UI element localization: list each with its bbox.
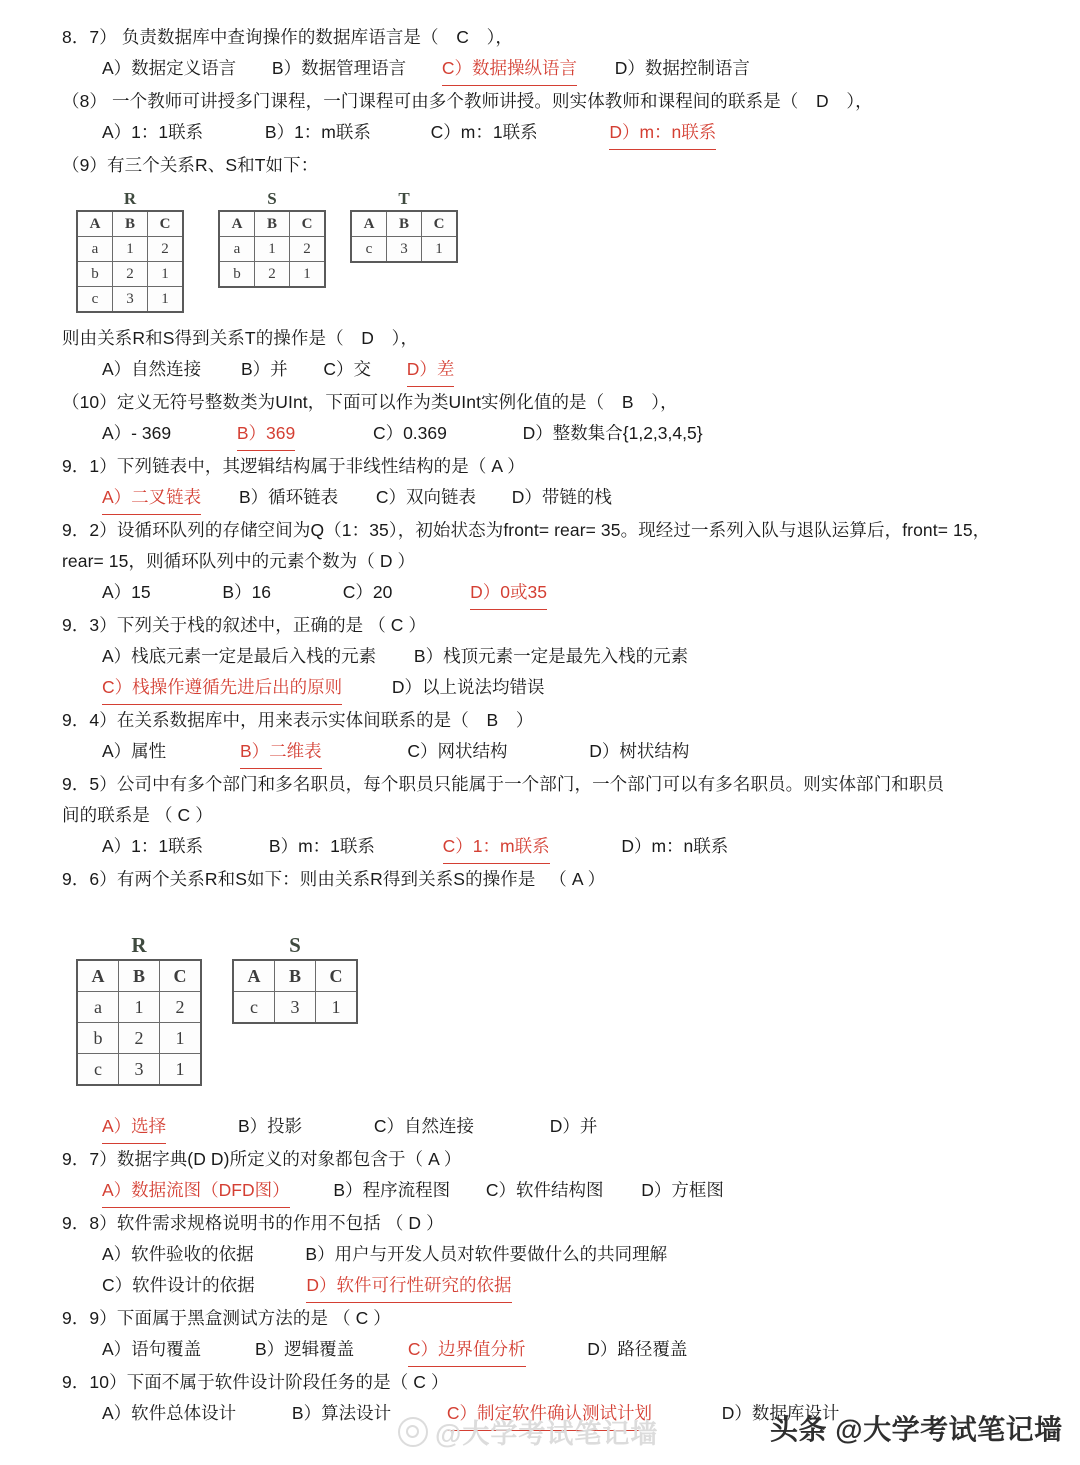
toutiao-watermark: 头条 @大学考试笔记墙 [770, 1414, 1063, 1445]
header-cell: B [255, 211, 290, 237]
option-c[interactable]: C）数据操纵语言 [442, 53, 577, 86]
table-row [233, 992, 357, 1024]
option-list-q9-4 [62, 736, 1020, 769]
option-d[interactable]: D）并 [549, 1116, 598, 1136]
cell: b [77, 262, 113, 287]
cell: 1 [160, 1054, 202, 1086]
option-d[interactable]: D）数据控制语言 [614, 58, 750, 78]
cell: c [77, 1054, 119, 1086]
question-stem-q8: （8） 一个教师可讲授多门课程，一门课程可由多个教师讲授。则实体教师和课程间的联系是（ D ）， [62, 91, 873, 111]
relation-table-body [76, 210, 184, 313]
cell: 1 [290, 262, 326, 288]
cell: 2 [113, 262, 148, 287]
cell: 1 [316, 992, 358, 1024]
header-cell: A [351, 211, 387, 237]
option-c[interactable]: C）自然连接 [373, 1116, 475, 1136]
option-list-q9-8-row2 [62, 1270, 1020, 1303]
option-b[interactable]: B）用户与开发人员对软件要做什么的共同理解 [305, 1244, 668, 1264]
cell: 1 [255, 237, 290, 262]
option-c[interactable]: C）双向链表 [375, 487, 477, 507]
relation-table-R2 [76, 933, 202, 1086]
option-a[interactable]: A）15 [102, 582, 151, 602]
table-row [351, 237, 457, 263]
option-b[interactable]: B）m：1联系 [268, 836, 375, 856]
option-d[interactable]: D）方框图 [641, 1180, 724, 1200]
table-row [77, 992, 201, 1023]
option-b[interactable]: B）数据管理语言 [271, 58, 407, 78]
table-header-row [351, 211, 457, 237]
cell: 1 [160, 1023, 202, 1054]
option-d[interactable]: D）带链的栈 [511, 487, 612, 507]
table-row [219, 237, 325, 262]
header-cell: C [160, 960, 202, 992]
cell: 3 [119, 1054, 160, 1086]
option-list-q9-7 [62, 1175, 1020, 1208]
header-cell: B [387, 211, 422, 237]
question-stem-q9-9: 9．9）下面属于黑盒测试方法的是 （ C ） [62, 1308, 391, 1328]
header-cell: C [290, 211, 326, 237]
option-b[interactable]: B）并 [240, 359, 288, 379]
option-list-q9-3-row2 [62, 672, 1020, 705]
relation-table-body [76, 959, 202, 1086]
option-list-q9 [62, 354, 1020, 387]
question-stem-q9-2: 9．2）设循环队列的存储空间为Q（1：35），初始状态为front= rear= 35。现经过一系列入队与退队运算后，front= 15， [62, 520, 991, 540]
option-list-q9-10 [62, 1398, 1020, 1431]
question-stem-q9-1: 9．1）下列链表中，其逻辑结构属于非线性结构的是（ A ） [62, 456, 525, 476]
question-stem-q9-2-line2: rear= 15，则循环队列中的元素个数为（ D ） [62, 551, 416, 571]
option-a[interactable]: A）软件总体设计 [102, 1403, 237, 1423]
question-stem-q8-7: 8．7） 负责数据库中查询操作的数据库语言是（ C ）， [62, 27, 514, 47]
header-cell: B [119, 960, 160, 992]
option-a[interactable]: A）语句覆盖 [102, 1339, 202, 1359]
table-header-row [233, 960, 357, 992]
relation-table-body [218, 210, 326, 288]
cell: b [77, 1023, 119, 1054]
relation-table-body [232, 959, 358, 1024]
option-c[interactable]: C）1：m联系 [443, 831, 550, 864]
question-stem-q9-6: 9．6）有两个关系R和S如下：则由关系R得到关系S的操作是 （ A ） [62, 869, 606, 889]
cell: 1 [113, 237, 148, 262]
option-b[interactable]: B）循环链表 [238, 487, 339, 507]
option-a[interactable]: A）选择 [102, 1111, 166, 1144]
option-c[interactable]: C）网状结构 [407, 741, 508, 761]
header-cell: C [148, 211, 184, 237]
cell: 1 [422, 237, 458, 263]
relation-table-title: T [398, 189, 410, 208]
table-row [77, 1054, 201, 1086]
relation-table-T [350, 191, 458, 263]
cell: 2 [290, 237, 326, 262]
option-a[interactable]: A）软件验收的依据 [102, 1244, 254, 1264]
cell: a [77, 992, 119, 1023]
cell: 2 [148, 237, 184, 262]
relation-table-title: S [267, 189, 277, 208]
cell: b [219, 262, 255, 288]
option-list-q9-6 [62, 1111, 1020, 1144]
option-list-q9-9 [62, 1334, 1020, 1367]
question-stem-q9-3: 9．3）下列关于栈的叙述中，正确的是 （ C ） [62, 615, 427, 635]
option-list-q9-8-row1 [62, 1239, 1020, 1270]
option-b[interactable]: B）栈顶元素一定是最先入栈的元素 [413, 646, 689, 666]
relation-table-title: R [123, 189, 137, 208]
question-stem-q9-10: 9．10）下面不属于软件设计阶段任务的是（ C ） [62, 1372, 449, 1392]
option-list-q9-3-row1 [62, 641, 1020, 672]
option-d[interactable]: D）数据库设计 [721, 1403, 840, 1423]
option-a[interactable]: A）数据定义语言 [102, 58, 237, 78]
question-stem-q9: （9）有三个关系R、S和T如下： [62, 155, 319, 175]
cell: 3 [275, 992, 316, 1024]
option-c[interactable]: C）m：1联系 [430, 122, 538, 142]
option-list-q8 [62, 117, 1020, 150]
cell: 1 [148, 262, 184, 287]
cell: 2 [119, 1023, 160, 1054]
table-header-row [77, 211, 183, 237]
header-cell: A [233, 960, 275, 992]
header-cell: A [77, 960, 119, 992]
table-row [77, 237, 183, 262]
option-d[interactable]: D）0或35 [470, 577, 547, 610]
option-a[interactable]: A）1：1联系 [102, 836, 204, 856]
option-list-q10 [62, 418, 1020, 451]
relation-table-R [76, 191, 184, 313]
cell: a [77, 237, 113, 262]
table-row [219, 262, 325, 288]
option-b[interactable]: B）16 [222, 582, 272, 602]
option-b[interactable]: B）程序流程图 [333, 1180, 451, 1200]
header-cell: B [113, 211, 148, 237]
question-stem-q9-8: 9．8）软件需求规格说明书的作用不包括 （ D ） [62, 1213, 444, 1233]
question-stem-q9-4: 9．4）在关系数据库中，用来表示实体间联系的是（ B ） [62, 710, 534, 730]
option-d[interactable]: D）m：n联系 [621, 836, 729, 856]
cell: 3 [113, 287, 148, 313]
option-c[interactable]: C）软件设计的依据 [102, 1275, 255, 1295]
option-a[interactable]: A）数据流图（DFD图） [102, 1175, 290, 1208]
table-header-row [77, 960, 201, 992]
cell: c [233, 992, 275, 1024]
option-d[interactable]: D）软件可行性研究的依据 [306, 1270, 511, 1303]
question-stem2-q9: 则由关系R和S得到关系T的操作是（ D ）， [62, 328, 419, 348]
relation-table-title: S [289, 933, 301, 957]
option-b[interactable]: B）逻辑覆盖 [254, 1339, 355, 1359]
option-d[interactable]: D）路径覆盖 [587, 1339, 688, 1359]
option-b[interactable]: B）369 [237, 418, 295, 451]
option-list-q8-7 [62, 53, 1020, 86]
option-list-q9-5 [62, 831, 1020, 864]
relation-table-S [218, 191, 326, 288]
option-a[interactable]: A）自然连接 [102, 359, 202, 379]
question-stem-q9-5: 9．5）公司中有多个部门和多名职员，每个职员只能属于一个部门，一个部门可以有多名职员。则实体部门和职员 [62, 774, 945, 794]
option-c[interactable]: C）20 [342, 582, 393, 602]
question-stem-q9-7: 9．7）数据字典(D D)所定义的对象都包含于（ A ） [62, 1149, 462, 1169]
cell: 2 [160, 992, 202, 1023]
header-cell: C [316, 960, 358, 992]
weibo-watermark-text: @大学考试笔记墙 [435, 1419, 659, 1449]
header-cell: C [422, 211, 458, 237]
relation-table-S2 [232, 933, 358, 1024]
option-c[interactable]: C）软件结构图 [485, 1180, 604, 1200]
option-a[interactable]: A）栈底元素一定是最后入栈的元素 [102, 646, 377, 666]
header-cell: A [77, 211, 113, 237]
cell: 1 [148, 287, 184, 313]
option-a[interactable]: A）- 369 [102, 423, 172, 443]
cell: c [77, 287, 113, 313]
cell: c [351, 237, 387, 263]
question-stem-q10: （10）定义无符号整数类为UInt，下面可以作为类UInt实例化值的是（ B ）， [62, 392, 678, 412]
option-c[interactable]: C）制定软件确认测试计划 [447, 1398, 652, 1431]
option-d[interactable]: D）m：n联系 [609, 117, 716, 150]
header-cell: B [275, 960, 316, 992]
option-list-q9-1 [62, 482, 1020, 515]
cell: 1 [119, 992, 160, 1023]
option-d[interactable]: D）整数集合{1,2,3,4,5} [522, 423, 703, 443]
table-row [77, 262, 183, 287]
option-a[interactable]: A）二叉链表 [102, 482, 201, 515]
relation-table-body [350, 210, 458, 263]
option-a[interactable]: A）属性 [102, 741, 167, 761]
cell: 2 [255, 262, 290, 288]
cell: a [219, 237, 255, 262]
question-stem-q9-5-line2: 间的联系是 （ C ） [62, 805, 213, 825]
table-row [77, 1023, 201, 1054]
option-d[interactable]: D）树状结构 [589, 741, 690, 761]
option-b[interactable]: B）二维表 [240, 736, 322, 769]
option-b[interactable]: B）算法设计 [291, 1403, 392, 1423]
option-c[interactable]: C）交 [323, 359, 372, 379]
option-b[interactable]: B）投影 [237, 1116, 303, 1136]
option-a[interactable]: A）1：1联系 [102, 122, 204, 142]
table-header-row [219, 211, 325, 237]
option-list-q9-2 [62, 577, 1020, 610]
option-c[interactable]: C）边界值分析 [408, 1334, 526, 1367]
option-c[interactable]: C）栈操作遵循先进后出的原则 [102, 672, 342, 705]
option-b[interactable]: B）1：m联系 [264, 122, 371, 142]
table-row [77, 287, 183, 313]
option-d[interactable]: D）差 [407, 354, 455, 387]
header-cell: A [219, 211, 255, 237]
relation-table-title: R [131, 933, 147, 957]
option-d[interactable]: D）以上说法均错误 [391, 677, 545, 697]
cell: 3 [387, 237, 422, 263]
option-c[interactable]: C）0.369 [372, 423, 447, 443]
